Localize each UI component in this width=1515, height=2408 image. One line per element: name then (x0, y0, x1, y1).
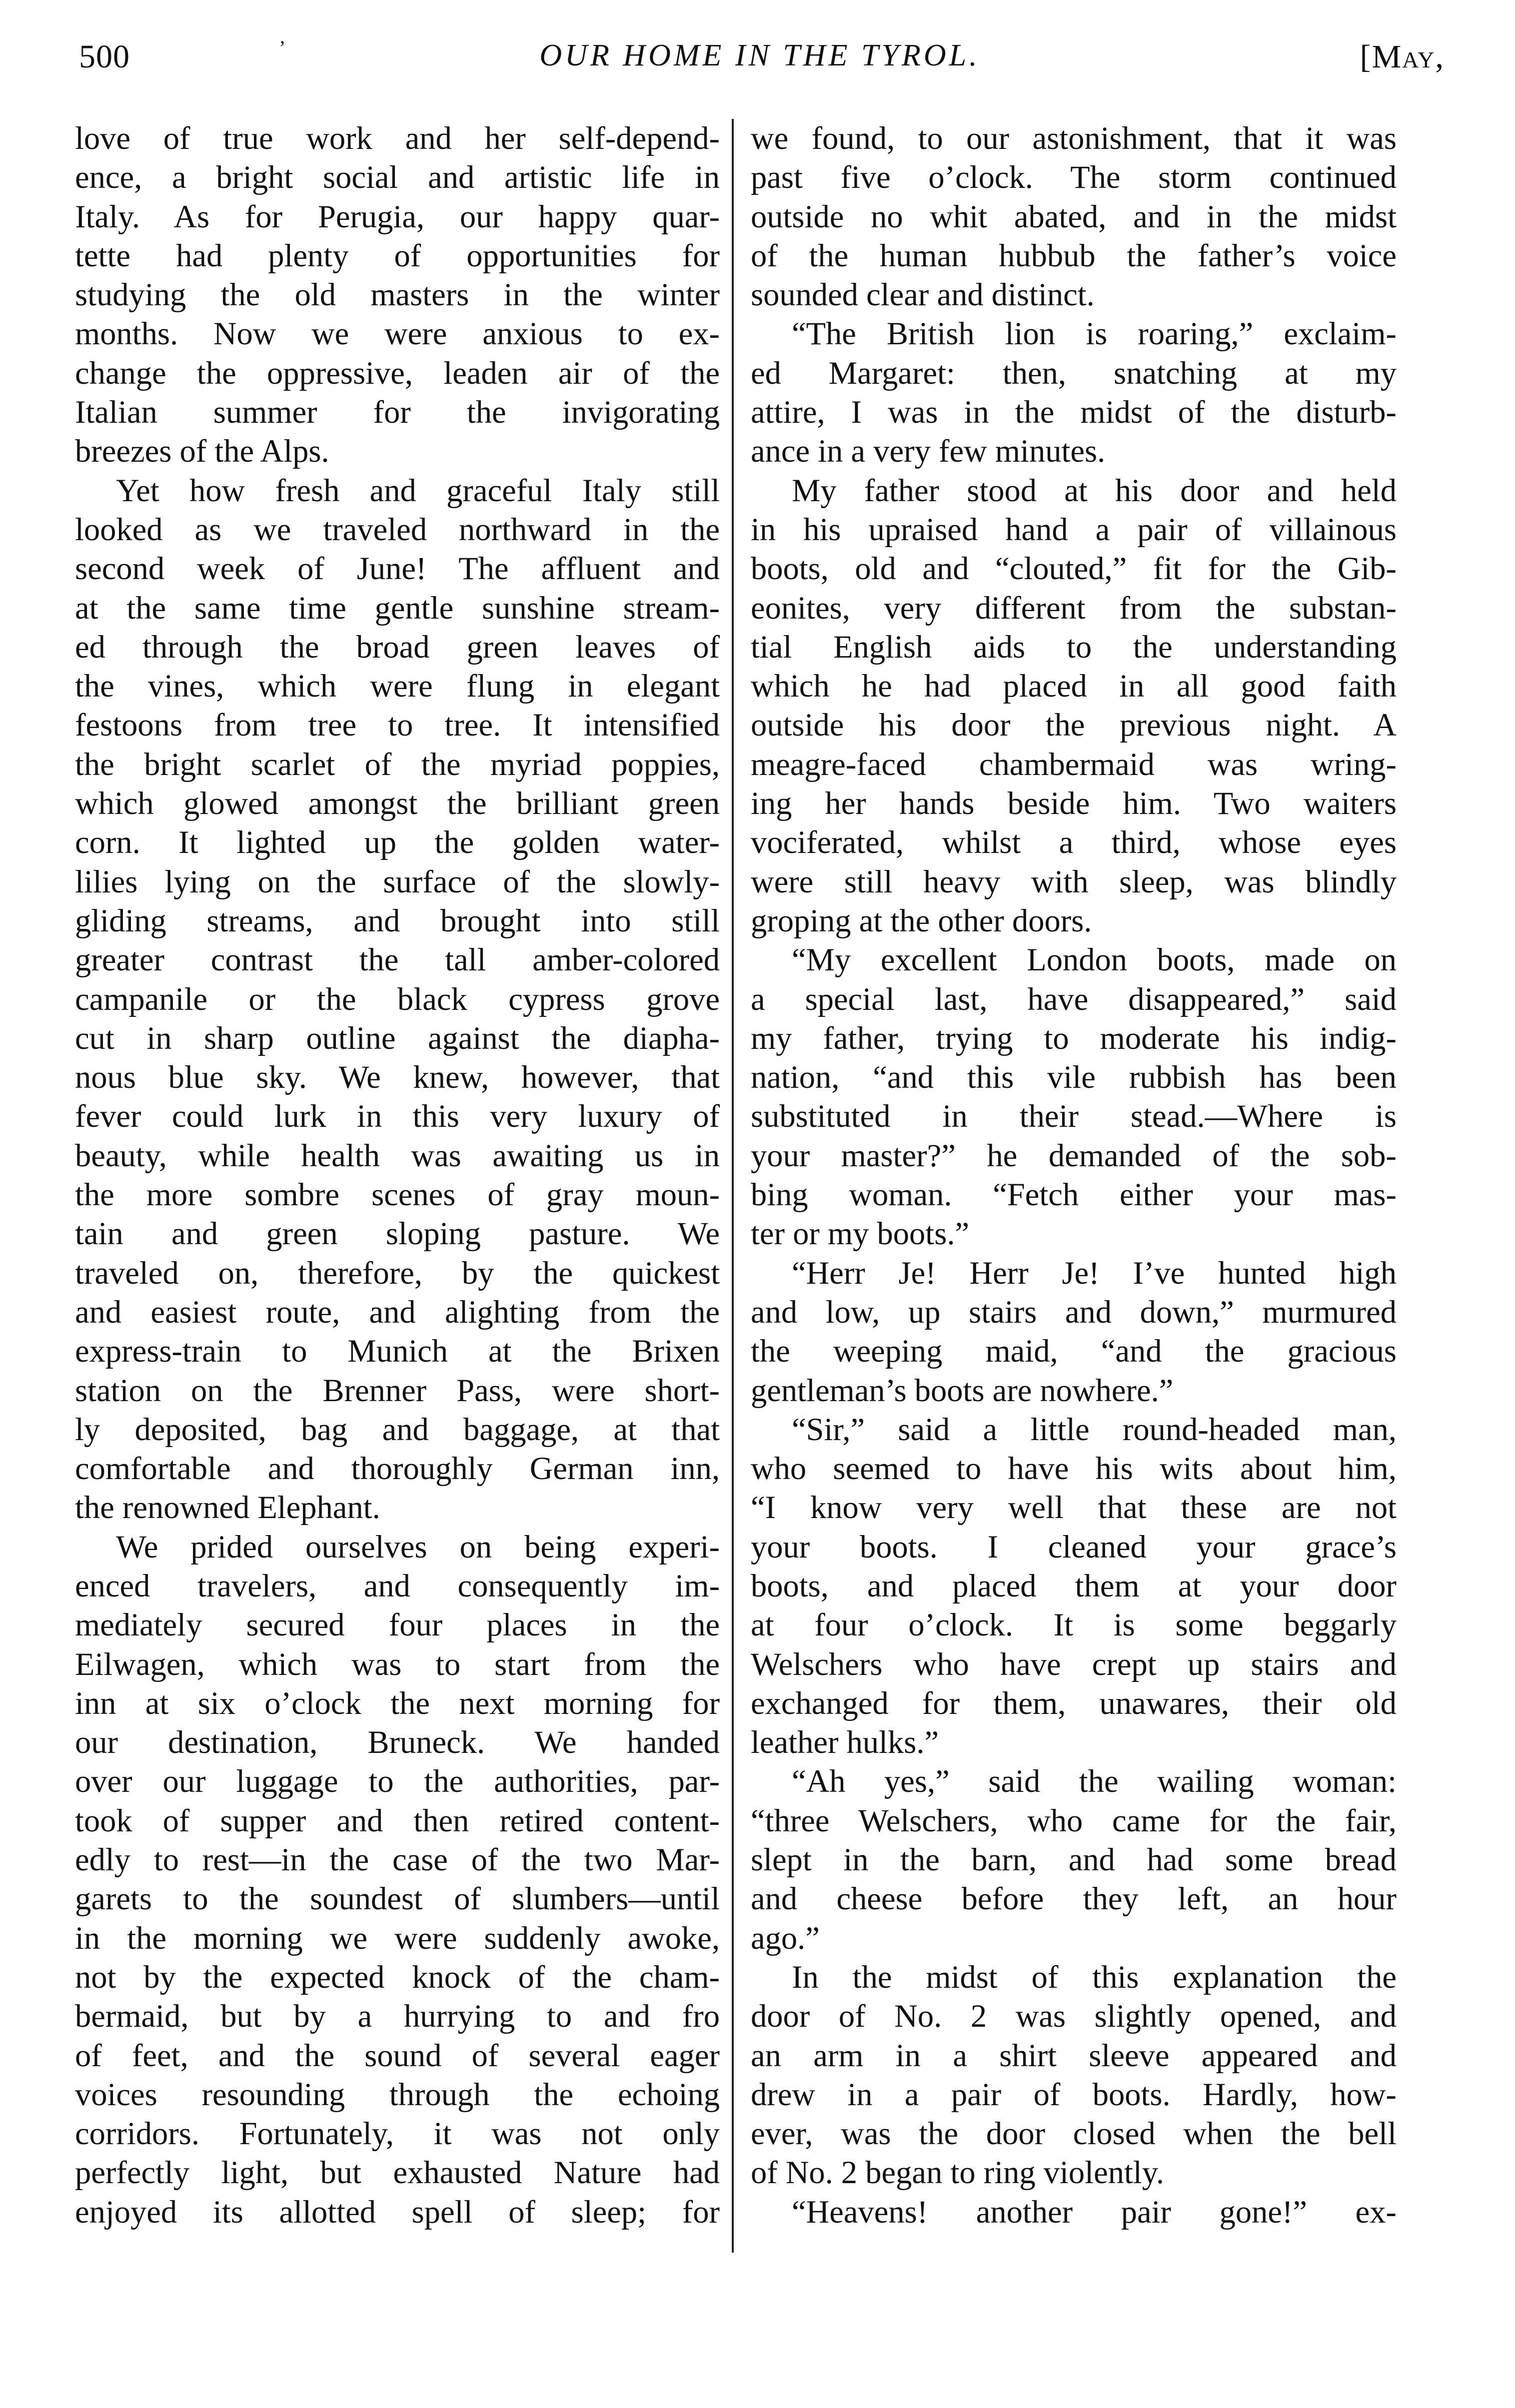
text-line: eonites, very different from the substan- (751, 590, 1397, 626)
text-line: ly deposited, bag and baggage, at that (75, 1411, 720, 1447)
text-line: corn. It lighted up the golden water- (75, 824, 720, 860)
text-line: voices resounding through the echoing (75, 2076, 720, 2112)
text-line: ter or my boots.” (751, 1216, 970, 1252)
text-line: groping at the other doors. (751, 902, 1092, 938)
text-line: our destination, Bruneck. We handed (75, 1724, 720, 1760)
text-line: ance in a very few minutes. (751, 433, 1106, 469)
text-line: boots, and placed them at your door (751, 1568, 1397, 1604)
text-line: change the oppressive, leaden air of the (75, 355, 720, 391)
paragraph-first-line: “My excellent London boots, made on (792, 942, 1397, 978)
text-line: of No. 2 began to ring violently. (751, 2155, 1165, 2191)
text-line: attire, I was in the midst of the disturb- (751, 394, 1397, 430)
text-line: Italian summer for the invigorating (75, 394, 720, 430)
text-line: the renowned Elephant. (75, 1490, 380, 1526)
text-line: and easiest route, and alighting from the (75, 1294, 720, 1330)
paragraph-first-line: “The British lion is roaring,” exclaim- (792, 316, 1397, 352)
month-bracket: [ (1360, 38, 1372, 75)
text-line: Welschers who have crept up stairs and (751, 1646, 1397, 1682)
text-line: greater contrast the tall amber-colored (75, 942, 720, 978)
text-line: nation, “and this vile rubbish has been (751, 1059, 1397, 1095)
text-line: the more sombre scenes of gray moun- (75, 1177, 720, 1213)
text-line: we found, to our astonishment, that it was (751, 120, 1397, 156)
text-line: outside his door the previous night. A (751, 707, 1397, 743)
text-line: the weeping maid, “and the gracious (751, 1333, 1397, 1369)
text-line: sounded clear and distinct. (751, 277, 1095, 313)
paragraph-first-line: We prided ourselves on being experi- (116, 1529, 720, 1565)
text-line: an arm in a shirt sleeve appeared and (751, 2037, 1397, 2073)
text-line: at four o’clock. It is some beggarly (751, 1607, 1397, 1643)
text-line: slept in the barn, and had some bread (751, 1842, 1397, 1878)
text-line: festoons from tree to tree. It intensified (75, 707, 720, 743)
text-line: took of supper and then retired content- (75, 1802, 720, 1838)
page-number: 500 (79, 38, 130, 75)
text-line: and low, up stairs and down,” murmured (751, 1294, 1397, 1330)
paragraph-first-line: Yet how fresh and graceful Italy still (116, 472, 720, 508)
text-line: of feet, and the sound of several eager (75, 2037, 720, 2073)
print-speck: ’ (279, 36, 286, 59)
text-line: my father, trying to moderate his indig- (751, 1020, 1397, 1056)
text-line: exchanged for them, unawares, their old (751, 1685, 1397, 1721)
text-line: ence, a bright social and artistic life in (75, 159, 720, 195)
text-line: gliding streams, and brought into still (75, 902, 720, 938)
text-line: over our luggage to the authorities, par- (75, 1763, 720, 1799)
text-line: campanile or the black cypress grove (75, 981, 720, 1017)
text-line: ing her hands beside him. Two waiters (751, 786, 1397, 821)
text-line: ed through the broad green leaves of (75, 629, 720, 665)
text-line: which glowed amongst the brilliant green (75, 786, 720, 821)
text-line: perfectly light, but exhausted Nature had (75, 2155, 720, 2191)
text-line: your master?” he demanded of the sob- (751, 1137, 1397, 1173)
text-line: in his upraised hand a pair of villainous (751, 511, 1397, 547)
text-line: express-train to Munich at the Brixen (75, 1333, 720, 1369)
issue-month (1360, 38, 1445, 76)
text-line: in the morning we were suddenly awoke, (75, 1920, 720, 1956)
text-line: “three Welschers, who came for the fair, (751, 1802, 1397, 1838)
text-line: ed Margaret: then, snatching at my (751, 355, 1397, 391)
text-line: gentleman’s boots are nowhere.” (751, 1372, 1174, 1408)
text-line: of the human hubbub the father’s voice (751, 237, 1397, 273)
paragraph-first-line: In the midst of this explanation the (792, 1959, 1397, 1995)
text-line: edly to rest—in the case of the two Mar- (75, 1842, 720, 1878)
text-line: looked as we traveled northward in the (75, 511, 720, 547)
text-line: not by the expected knock of the cham- (75, 1959, 720, 1995)
text-line: love of true work and her self-depend- (75, 120, 720, 156)
text-line: fever could lurk in this very luxury of (75, 1098, 720, 1134)
text-line: second week of June! The affluent and (75, 551, 720, 587)
text-line: vociferated, whilst a third, whose eyes (751, 824, 1397, 860)
paragraph-first-line: “Ah yes,” said the wailing woman: (792, 1763, 1397, 1799)
running-title: OUR HOME IN THE TYROL. (539, 38, 980, 72)
month-label: May, (1372, 38, 1445, 75)
text-line: the vines, which were flung in elegant (75, 668, 720, 704)
text-line: boots, old and “clouted,” fit for the Gib- (751, 551, 1397, 587)
text-line: nous blue sky. We knew, however, that (75, 1059, 720, 1095)
text-line: mediately secured four places in the (75, 1607, 720, 1643)
paragraph-first-line: “Sir,” said a little round-headed man, (792, 1411, 1397, 1447)
text-line: drew in a pair of boots. Hardly, how- (751, 2076, 1397, 2112)
text-line: were still heavy with sleep, was blindly (751, 863, 1397, 899)
text-line: at the same time gentle sunshine stream- (75, 590, 720, 626)
text-line: comfortable and thoroughly German inn, (75, 1451, 720, 1487)
text-line: meagre-faced chambermaid was wring- (751, 746, 1397, 782)
text-line: leather hulks.” (751, 1724, 939, 1760)
text-line: bing woman. “Fetch either your mas- (751, 1177, 1397, 1213)
text-line: bermaid, but by a hurrying to and fro (75, 1998, 720, 2034)
left-column (75, 119, 720, 2232)
text-line: tette had plenty of opportunities for (75, 237, 720, 273)
running-header (75, 35, 1445, 90)
text-line: which he had placed in all good faith (751, 668, 1397, 704)
text-line: tial English aids to the understanding (751, 629, 1397, 665)
text-line: studying the old masters in the winter (75, 277, 720, 313)
paragraph-first-line: My father stood at his door and held (792, 472, 1397, 508)
text-line: “I know very well that these are not (751, 1490, 1397, 1526)
text-line: and cheese before they left, an hour (751, 1881, 1397, 1917)
text-line: ago.” (751, 1920, 820, 1956)
text-line: door of No. 2 was slightly opened, and (751, 1998, 1397, 2034)
text-line: who seemed to have his wits about him, (751, 1451, 1397, 1487)
text-line: outside no whit abated, and in the midst (751, 198, 1397, 234)
text-line: past five o’clock. The storm continued (751, 159, 1397, 195)
text-line: ever, was the door closed when the bell (751, 2116, 1397, 2152)
text-line: garets to the soundest of slumbers—until (75, 1881, 720, 1917)
text-line: substituted in their stead.—Where is (751, 1098, 1397, 1134)
text-line: cut in sharp outline against the diapha- (75, 1020, 720, 1056)
text-line: inn at six o’clock the next morning for (75, 1685, 720, 1721)
text-line: the bright scarlet of the myriad poppies, (75, 746, 720, 782)
text-line: traveled on, therefore, by the quickest (75, 1255, 720, 1291)
text-line: corridors. Fortunately, it was not only (75, 2116, 720, 2152)
text-line: tain and green sloping pasture. We (75, 1216, 720, 1252)
text-line: Eilwagen, which was to start from the (75, 1646, 720, 1682)
text-line: lilies lying on the surface of the slowly- (75, 863, 720, 899)
text-line: enced travelers, and consequently im- (75, 1568, 720, 1604)
text-line: enjoyed its allotted spell of sleep; for (75, 2194, 720, 2230)
text-line: months. Now we were anxious to ex- (75, 316, 720, 352)
paragraph-first-line: “Herr Je! Herr Je! I’ve hunted high (792, 1255, 1397, 1291)
text-line: breezes of the Alps. (75, 433, 329, 469)
text-line: station on the Brenner Pass, were short- (75, 1372, 720, 1408)
column-divider (732, 119, 734, 2253)
right-column (751, 119, 1397, 2232)
text-line: Italy. As for Perugia, our happy quar- (75, 198, 720, 234)
paragraph-first-line: “Heavens! another pair gone!” ex- (792, 2194, 1397, 2230)
text-line: a special last, have disappeared,” said (751, 981, 1397, 1017)
text-line: your boots. I cleaned your grace’s (751, 1529, 1397, 1565)
text-line: beauty, while health was awaiting us in (75, 1137, 720, 1173)
